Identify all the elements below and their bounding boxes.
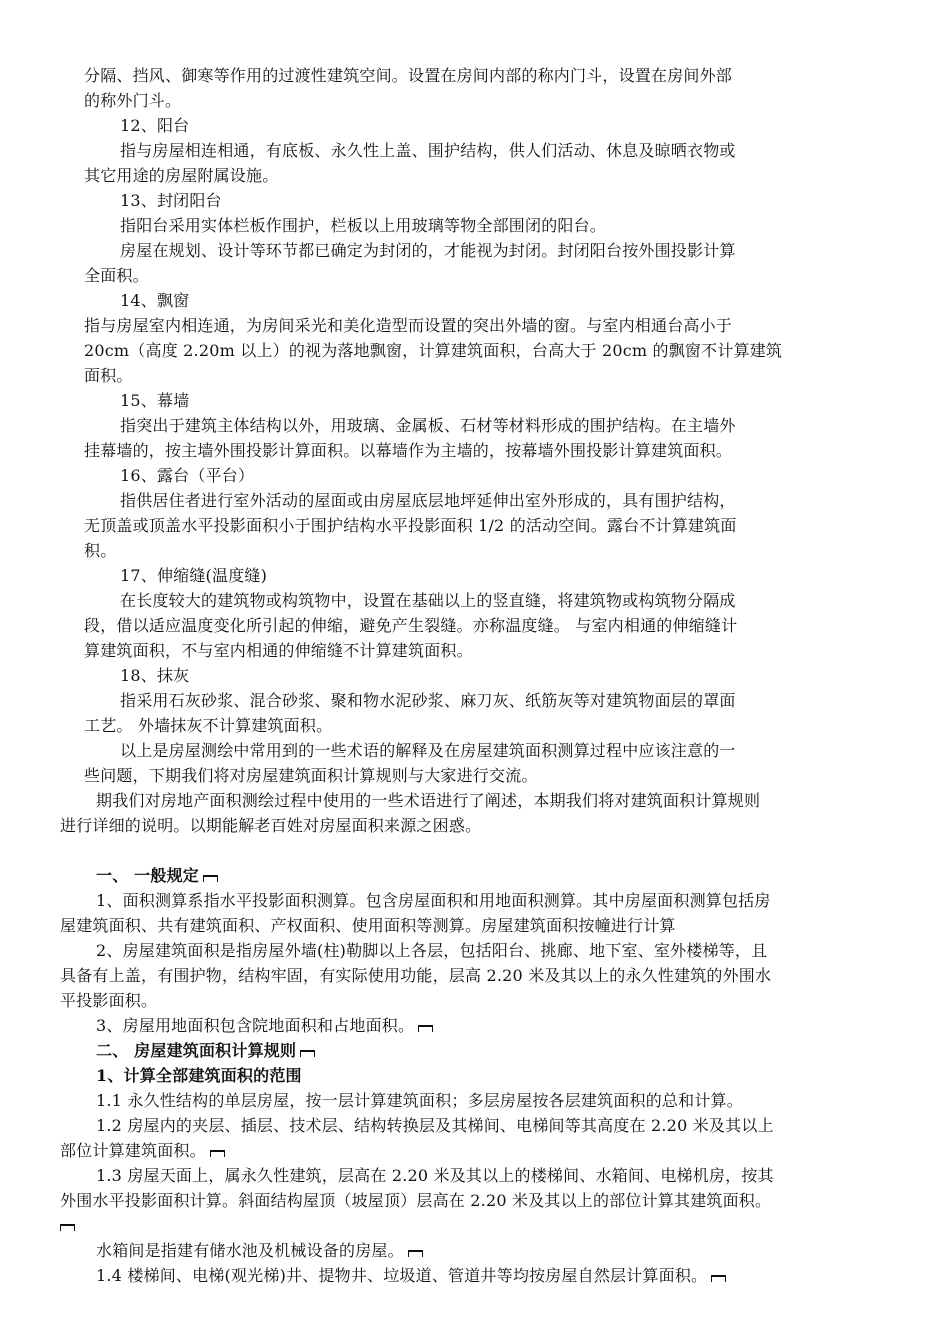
section-heading: 14、飘窗 [120, 291, 190, 310]
paragraph-mark-icon [300, 1050, 315, 1057]
paragraph-mark-icon [418, 1025, 433, 1032]
paragraph-line: 屋建筑面积、共有建筑面积、产权面积、使用面积等测算。房屋建筑面积按幢进行计算 [60, 916, 676, 935]
section-heading: 12、阳台 [120, 116, 190, 135]
paragraph-line: 1、面积测算系指水平投影面积测算。包含房屋面积和用地面积测算。其中房屋面积测算包括房 [96, 891, 771, 910]
chapter-heading-text: 二、 房屋建筑面积计算规则 [96, 1041, 297, 1060]
paragraph-line: 外围水平投影面积计算。斜面结构屋顶（坡屋顶）层高在 2.20 米及其以上的部位计算其建筑面积。 [60, 1191, 772, 1210]
paragraph-line: 面积。 [84, 366, 133, 385]
paragraph-line: 指与房屋相连相通，有底板、永久性上盖、围护结构，供人们活动、休息及晾晒衣物或 [120, 141, 736, 160]
section-heading: 16、露台（平台） [120, 466, 255, 485]
paragraph-line [96, 1016, 433, 1036]
paragraph-line: 指突出于建筑主体结构以外，用玻璃、金属板、石材等材料形成的围护结构。在主墙外 [120, 416, 736, 435]
paragraph-line: 其它用途的房屋附属设施。 [84, 166, 279, 185]
paragraph-line: 在长度较大的建筑物或构筑物中，设置在基础以上的竖直缝，将建筑物或构筑物分隔成 [120, 591, 736, 610]
paragraph-line: 1.2 房屋内的夹层、插层、技术层、结构转换层及其梯间、电梯间等其高度在 2.20 米及其以上 [96, 1116, 774, 1135]
sub-heading: 1、计算全部建筑面积的范围 [96, 1066, 302, 1085]
paragraph-line: 期我们对房地产面积测绘过程中使用的一些术语进行了阐述，本期我们将对建筑面积计算规则 [96, 791, 761, 810]
paragraph-line [60, 1141, 225, 1161]
paragraph-line: 平投影面积。 [60, 991, 158, 1010]
paragraph-line: 些问题，下期我们将对房屋建筑面积计算规则与大家进行交流。 [84, 766, 538, 785]
paragraph-text: 1.4 楼梯间、电梯(观光梯)井、提物井、垃圾道、管道井等均按房屋自然层计算面积。 [96, 1266, 708, 1285]
paragraph-text: 3、房屋用地面积包含院地面积和占地面积。 [96, 1016, 415, 1035]
paragraph-mark-icon [408, 1250, 423, 1257]
paragraph-line: 指阳台采用实体栏板作围护，栏板以上用玻璃等物全部围闭的阳台。 [120, 216, 607, 235]
paragraph-line: 以上是房屋测绘中常用到的一些术语的解释及在房屋建筑面积测算过程中应该注意的一 [120, 741, 736, 760]
paragraph-text: 水箱间是指建有储水池及机械设备的房屋。 [96, 1241, 404, 1260]
chapter-heading-text: 一、 一般规定 [96, 866, 199, 885]
paragraph-line: 积。 [84, 541, 117, 560]
paragraph-mark-icon [203, 875, 218, 882]
paragraph-line: 段，借以适应温度变化所引起的伸缩，避免产生裂缝。亦称温度缝。 与室内相通的伸缩缝计 [84, 616, 738, 635]
paragraph-line: 1.3 房屋天面上，属永久性建筑，层高在 2.20 米及其以上的楼梯间、水箱间、电梯机房，按其 [96, 1166, 774, 1185]
chapter-heading-general-rules [96, 866, 218, 886]
paragraph-mark-icon [210, 1150, 225, 1157]
section-heading: 13、封闭阳台 [120, 191, 222, 210]
paragraph-mark-icon [711, 1275, 726, 1282]
paragraph-line: 1.1 永久性结构的单层房屋，按一层计算建筑面积；多层房屋按各层建筑面积的总和计算。 [96, 1091, 743, 1110]
paragraph-line: 指供居住者进行室外活动的屋面或由房屋底层地坪延伸出室外形成的，具有围护结构， [120, 491, 736, 510]
paragraph-line: 指采用石灰砂浆、混合砂浆、聚和物水泥砂浆、麻刀灰、纸筋灰等对建筑物面层的罩面 [120, 691, 736, 710]
paragraph-text: 部位计算建筑面积。 [60, 1141, 206, 1160]
paragraph-line: 分隔、挡风、御寒等作用的过渡性建筑空间。设置在房间内部的称内门斗，设置在房间外部 [84, 66, 733, 85]
section-heading: 18、抹灰 [120, 666, 190, 685]
section-heading: 15、幕墙 [120, 391, 190, 410]
paragraph-line: 2、房屋建筑面积是指房屋外墙(柱)勒脚以上各层，包括阳台、挑廊、地下室、室外楼梯等，且 [96, 941, 768, 960]
paragraph-line [96, 1266, 726, 1286]
paragraph-line: 算建筑面积，不与室内相通的伸缩缝不计算建筑面积。 [84, 641, 473, 660]
paragraph-line: 具备有上盖，有围护物，结构牢固，有实际使用功能，层高 2.20 米及其以上的永久性建筑的外围水 [60, 966, 772, 985]
paragraph-line: 20cm（高度 2.20m 以上）的视为落地飘窗，计算建筑面积，台高大于 20cm 的飘窗不计算建筑 [84, 341, 783, 360]
paragraph-line: 房屋在规划、设计等环节都已确定为封闭的，才能视为封闭。封闭阳台按外围投影计算 [120, 241, 736, 260]
paragraph-line: 挂幕墙的，按主墙外围投影计算面积。以幕墙作为主墙的，按幕墙外围投影计算建筑面积。 [84, 441, 733, 460]
section-heading: 17、伸缩缝(温度缝) [120, 566, 268, 585]
chapter-heading-calculation-rules [96, 1041, 315, 1061]
paragraph-line: 无顶盖或顶盖水平投影面积小于围护结构水平投影面积 1/2 的活动空间。露台不计算建筑面 [84, 516, 737, 535]
paragraph-line: 的称外门斗。 [84, 91, 182, 110]
paragraph-line: 全面积。 [84, 266, 149, 285]
paragraph-line [96, 1241, 423, 1261]
paragraph-line: 工艺。 外墙抹灰不计算建筑面积。 [84, 716, 333, 735]
paragraph-line: 指与房屋室内相连通，为房间采光和美化造型而设置的突出外墙的窗。与室内相通台高小于 [84, 316, 733, 335]
paragraph-mark-icon [60, 1224, 75, 1231]
paragraph-line: 进行详细的说明。以期能解老百姓对房屋面积来源之困惑。 [60, 816, 482, 835]
